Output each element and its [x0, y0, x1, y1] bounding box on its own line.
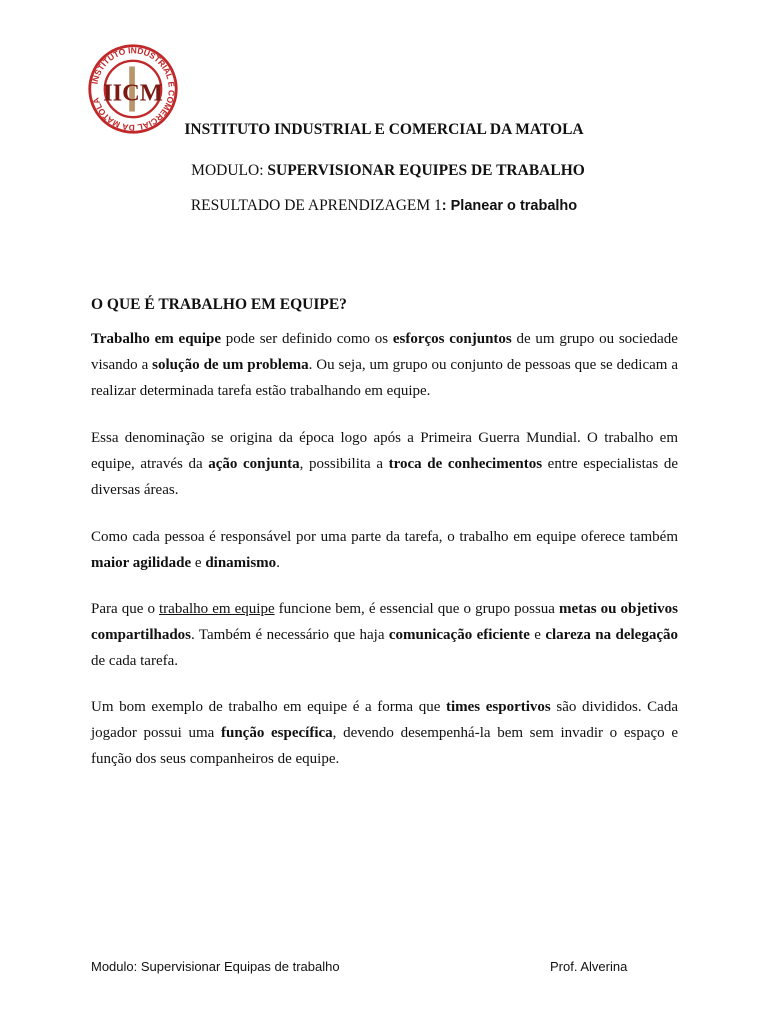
result-label: RESULTADO DE APRENDIZAGEM 1 [190, 197, 442, 214]
bold-phrase: maior agilidade [91, 555, 192, 571]
paragraph-example [91, 694, 678, 772]
text-run: Para que o [91, 601, 160, 617]
bold-phrase: Trabalho em equipe [91, 331, 222, 347]
paragraph-definition [91, 326, 678, 404]
text-run: Essa denominação se origina da época logo após a Primeira Guerra Mundial. O trabalho em equipe, através da [91, 430, 678, 472]
text-run: , possibilita a [299, 456, 389, 472]
text-run: Um bom exemplo de trabalho em equipe é a forma que [91, 699, 446, 715]
bold-phrase: clareza na delegação [545, 627, 678, 643]
learning-result-line [0, 197, 768, 215]
paragraph-origin [91, 425, 678, 503]
text-run: . Também é necessário que haja [191, 627, 389, 643]
bold-phrase: ação conjunta [208, 456, 300, 472]
text-run: . [276, 555, 280, 571]
text-run: entre especialistas de diversas áreas. [91, 456, 679, 498]
logo-ring-text: INSTITUTO INDUSTRIAL E COMERCIAL DA MATOLA [89, 45, 177, 133]
section-title: O QUE É TRABALHO EM EQUIPE? [91, 296, 347, 313]
bold-phrase: troca de conhecimentos [388, 456, 543, 472]
result-name: : Planear o trabalho [441, 198, 578, 214]
text-run: . Ou seja, um grupo ou conjunto de pessoas que se dedicam a realizar determinada tarefa estão trabalhando em equipe. [91, 357, 679, 399]
bold-phrase: esforços conjuntos [392, 331, 512, 347]
text-run: funcione bem, é essencial que o grupo possua [274, 601, 560, 617]
text-run: pode ser definido como os [221, 331, 393, 347]
institution-title: INSTITUTO INDUSTRIAL E COMERCIAL DA MATOLA [184, 121, 584, 138]
footer-module: Modulo: Supervisionar Equipas de trabalho [91, 959, 340, 974]
bold-phrase: comunicação eficiente [388, 627, 530, 643]
module-line [4, 162, 768, 180]
text-run: de um grupo ou sociedade visando a [91, 331, 678, 373]
text-run: , devendo desempenhá-la bem sem invadir o espaço e função dos seus companheiros de equipe. [91, 725, 678, 767]
bold-phrase: times esportivos [445, 699, 551, 715]
text-run: e [529, 627, 546, 643]
module-name: SUPERVISIONAR EQUIPES DE TRABALHO [267, 162, 585, 179]
logo-initials: IICM [103, 79, 163, 107]
underlined-phrase: trabalho em equipe [159, 601, 275, 617]
text-run: são divididos. Cada jogador possui uma [91, 699, 678, 741]
bold-phrase: função específica [221, 725, 333, 741]
paragraph-agility [91, 524, 678, 576]
text-run: Como cada pessoa é responsável por uma parte da tarefa, o trabalho em equipe oferece também [91, 529, 678, 545]
paragraph-requirements [91, 596, 678, 674]
footer-teacher: Prof. Alverina [550, 959, 628, 974]
text-run: de cada tarefa. [91, 653, 179, 669]
module-label: MODULO: [191, 162, 268, 179]
text-run: e [191, 555, 206, 571]
bold-phrase: metas ou objetivos compartilhados [91, 601, 679, 643]
bold-phrase: dinamismo [205, 555, 277, 571]
bold-phrase: solução de um problema [152, 357, 309, 373]
